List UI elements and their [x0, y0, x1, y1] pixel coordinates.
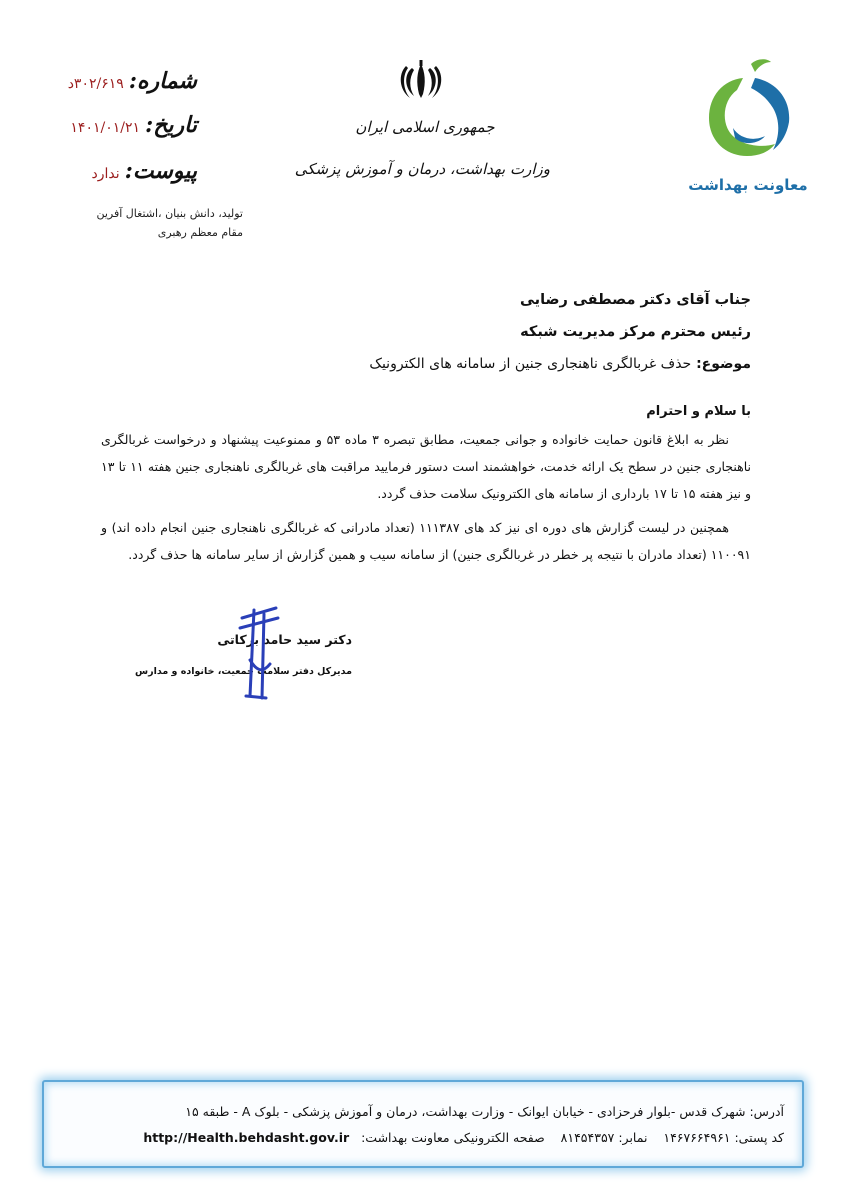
slogan-line2: مقام معظم رهبری	[157, 226, 243, 239]
signature-name: دکتر سید حامد برکاتی	[217, 632, 352, 647]
footer-address: آدرس: شهرک قدس -بلوار فرحزادی - خیابان ایوانک - وزارت بهداشت، درمان و آموزش پزشکی - بلوک A - طبقه ۱۵	[185, 1104, 784, 1119]
date-value: ۱۴۰۱/۰۱/۲۱	[70, 120, 140, 136]
subject-text: حذف غربالگری ناهنجاری جنین از سامانه های الکترونیک	[369, 356, 692, 372]
footer-website[interactable]: http://Health.behdasht.gov.ir	[143, 1130, 350, 1145]
ministry-line1: جمهوری اسلامی ایران	[355, 118, 495, 136]
footer-contact	[143, 1130, 784, 1145]
logo-caption: معاونت بهداشت	[688, 176, 808, 194]
paragraph-2: همچنین در لیست گزارش های دوره ای نیز کد های ۱۱۱۳۸۷ (تعداد مادرانی که غربالگری ناهنجاری جنین انجام داده اند) و ۱۱۰۰۹۱ (تعداد مادران با نتیجه پر خطر در غربالگری جنین) از سامانه سیب و همین گزارش از سایر سامانه ها حذف گردد.	[101, 520, 751, 562]
subject-line	[369, 356, 751, 372]
paragraph-1: نظر به ابلاغ قانون حمایت خانواده و جوانی جمعیت، مطابق تبصره ۳ ماده ۵۳ و ممنوعیت پیشنهاد و درخواست غربالگری ناهنجاری جنین در سطح یک ارائه خدمت، خواهشمند است دستور فرمایید مراقبت های غربالگری ناهنجاری جنین هفته ۱۱ تا ۱۳ و نیز هفته ۱۵ تا ۱۷ بارداری از سامانه های الکترونیک سلامت حذف گردد.	[101, 432, 752, 501]
subject-label: موضوع:	[696, 356, 751, 372]
recipient: جناب آقای دکتر مصطفی رضایی	[519, 292, 751, 308]
footer-website-label: صفحه الکترونیکی معاونت بهداشت:	[361, 1130, 545, 1145]
letter-attachment	[87, 158, 197, 184]
letter-date	[66, 112, 197, 138]
footer-fax: نمابر: ۸۱۴۵۴۳۵۷	[560, 1130, 648, 1145]
footer-box	[42, 1080, 804, 1168]
number-label: شماره:	[128, 68, 197, 94]
ministry-line2: وزارت بهداشت، درمان و آموزش پزشکی	[294, 160, 550, 178]
slogan	[96, 204, 243, 242]
greeting: با سلام و احترام	[646, 404, 751, 419]
slogan-line1: تولید، دانش بنیان ،اشتغال آفرین	[96, 207, 243, 220]
number-value: ۳۰۲/۶۱۹د	[67, 76, 124, 92]
health-deputy-logo-icon	[693, 56, 803, 172]
iran-emblem-icon	[398, 60, 444, 102]
handwritten-signature-icon	[232, 600, 288, 704]
attachment-label: پیوست:	[124, 158, 197, 184]
footer-postal: کد پستی: ۱۴۶۷۶۶۴۹۶۱	[663, 1130, 784, 1145]
letter-number	[64, 68, 197, 94]
signature-title: مدیرکل دفتر سلامت جمعیت، خانواده و مدارس	[135, 666, 352, 677]
attachment-value: ندارد	[91, 166, 120, 182]
date-label: تاریخ:	[145, 112, 197, 138]
recipient-title: رئیس محترم مرکز مدیریت شبکه	[520, 324, 751, 340]
